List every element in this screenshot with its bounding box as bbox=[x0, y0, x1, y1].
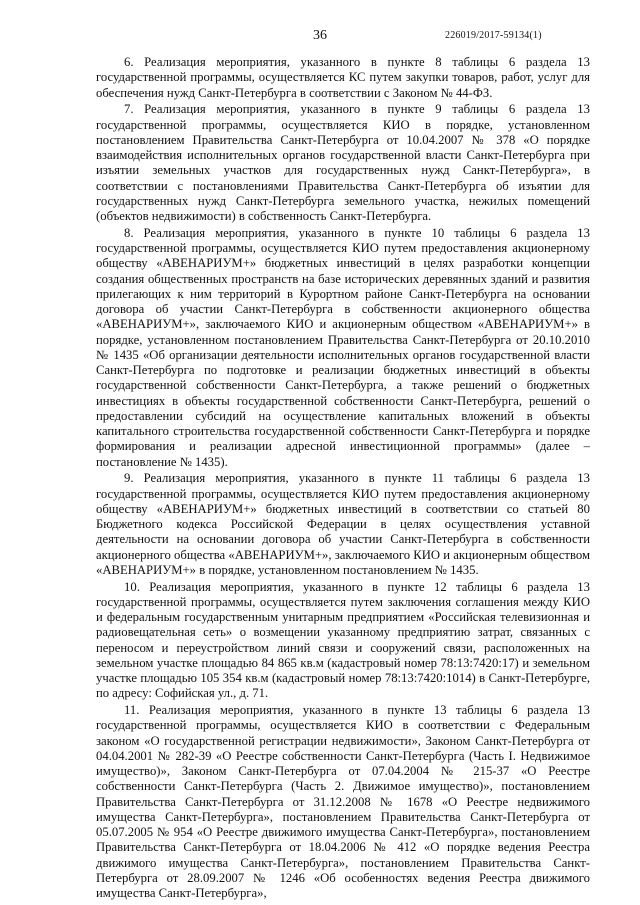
paragraph-8: 8. Реализация мероприятия, указанного в пункте 10 таблицы 6 раздела 13 государственной программы, осуществляется КИО путем предоставления акционерному обществу «АВЕНАРИУМ+» бюджетных инвестиций в целях разработки концепции создания общественных пространств на базе исторических деревянных зданий и развития прилегающих к ним территорий в Курортном районе Санкт-Петербурга на основании договора об участии Санкт-Петербурга в собственности акционерного общества «АВЕНАРИУМ+», заключаемого КИО и акционерным обществом «АВЕНАРИУМ+» в порядке, установленном постановлением Правительства Санкт-Петербурга от 20.10.2010 № 1435 «Об организации деятельности исполнительных органов государственной власти Санкт-Петербурга по подготовке и реализации бюджетных инвестиций в объекты государственной собственности Санкт-Петербурга, а также решений о бюджетных инвестициях в объекты государственной собственности Санкт-Петербурга, решений о предоставлении субсидий на осуществление капитальных вложений в объекты капитального строительства государственной собственности Санкт-Петербурга и порядке формирования и реализации адресной инвестиционной программы» (далее – постановление № 1435). bbox=[96, 225, 590, 469]
page-number: 36 bbox=[313, 28, 327, 43]
paragraph-6: 6. Реализация мероприятия, указанного в пункте 8 таблицы 6 раздела 13 государственной программы, осуществляется КС путем закупки товаров, работ, услуг для обеспечения нужд Санкт-Петербурга в соответствии с Законом № 44-ФЗ. bbox=[96, 55, 590, 100]
document-id: 226019/2017-59134(1) bbox=[445, 30, 542, 41]
paragraph-10: 10. Реализация мероприятия, указанного в пункте 12 таблицы 6 раздела 13 государственной программы, осуществляется путем заключения соглашения между КИО и федеральным государственным унитарным предприятием «Российская телевизионная и радиовещательная сеть» о возмещении указанному предприятию затрат, связанных с переносом и переустройством линий связи и сооружений связи, расположенных на земельном участке площадью 84 865 кв.м (кадастровый номер 78:13:7420:17) и земельном участке площадью 105 354 кв.м (кадастровый номер 78:13:7420:1014) в Санкт-Петербурге, по адресу: Софийская ул., д. 71. bbox=[96, 579, 590, 701]
body-text bbox=[96, 55, 590, 903]
paragraph-9: 9. Реализация мероприятия, указанного в пункте 11 таблицы 6 раздела 13 государственной программы, осуществляется КИО путем предоставления акционерному обществу «АВЕНАРИУМ+» бюджетных инвестиций в соответствии со статьей 80 Бюджетного кодекса Российской Федерации в целях осуществления уставной деятельности на основании договора об участии Санкт-Петербурга в собственности акционерного общества «АВЕНАРИУМ+», заключаемого КИО и акционерным обществом «АВЕНАРИУМ+» в порядке, установленном постановлением № 1435. bbox=[96, 471, 590, 577]
paragraph-7: 7. Реализация мероприятия, указанного в пункте 9 таблицы 6 раздела 13 государственной программы, осуществляется КИО в порядке, установленном постановлением Правительства Санкт-Петербурга от 10.04.2007 № 378 «О порядке взаимодействия исполнительных органов государственной власти Санкт-Петербурга при изъятии земельных участков для государственных нужд Санкт-Петербурга», в соответствии с постановлениями Правительства Санкт-Петербурга об изъятии для государственных нужд Санкт-Петербурга земельного участка, нежилых помещений (объектов недвижимости) в собственность Санкт-Петербурга. bbox=[96, 102, 590, 223]
paragraph-11: 11. Реализация мероприятия, указанного в пункте 13 таблицы 6 раздела 13 государственной программы, осуществляется КИО в соответствии с Федеральным законом «О государственной регистрации недвижимости», Законом Санкт-Петербурга от 04.04.2001 № 282-39 «О Реестре собственности Санкт-Петербурга (Часть I. Недвижимое имущество)», Законом Санкт-Петербурга от 07.04.2004 № 215-37 «О Реестре собственности Санкт-Петербурга (Часть 2. Движимое имущество)», постановлением Правительства Санкт-Петербурга от 31.12.2008 № 1678 «О Реестре недвижимого имущества Санкт-Петербурга», постановлением Правительства Санкт-Петербурга от 05.07.2005 № 954 «О Реестре движимого имущества Санкт-Петербурга», постановлением Правительства Санкт-Петербурга от 18.04.2006 № 412 «О порядке ведения Реестра движимого имущества Санкт-Петербурга», постановлением Правительства Санкт-Петербурга от 28.09.2007 № 1246 «Об особенностях ведения Реестра движимого имущества Санкт-Петербурга», bbox=[96, 703, 590, 900]
